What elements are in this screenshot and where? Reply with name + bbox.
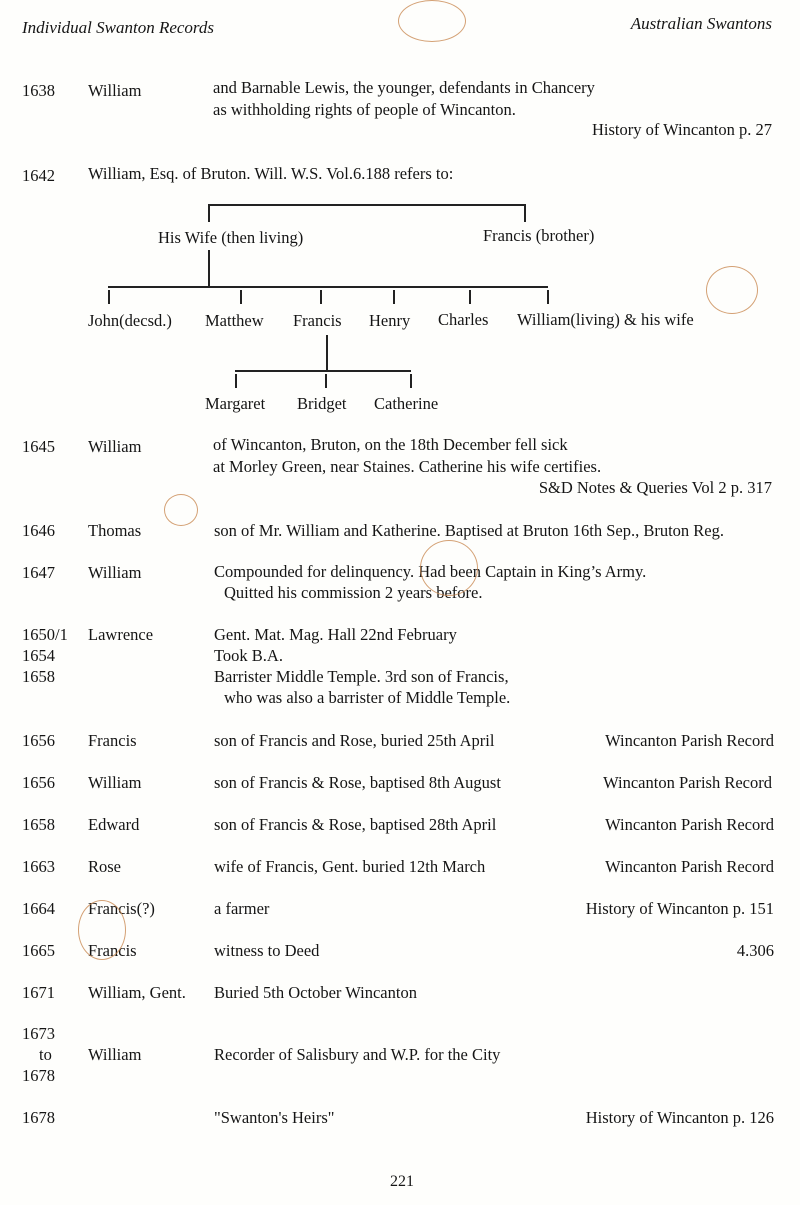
row-text: son of Francis & Rose, baptised 8th August — [214, 773, 501, 792]
stain-mark — [398, 0, 466, 42]
row-text: wife of Francis, Gent. buried 12th March — [214, 857, 486, 876]
tree-tick-1 — [108, 290, 110, 304]
tree-line-children — [108, 286, 548, 288]
stain-mark — [164, 494, 198, 526]
stain-mark — [706, 266, 758, 314]
year-1645: 1645 — [22, 437, 55, 456]
text-1650-line3: Barrister Middle Temple. 3rd son of Francis, — [214, 667, 509, 686]
tree-tick-g3 — [410, 374, 412, 388]
tree-child-2: Matthew — [205, 311, 264, 330]
row-name: Francis(?) — [88, 899, 155, 918]
text-1645-line2: at Morley Green, near Staines. Catherine his wife certifies. — [213, 457, 602, 476]
tree-tick-g2 — [325, 374, 327, 388]
tree-tick-5 — [469, 290, 471, 304]
row-text: son of Francis & Rose, baptised 28th April — [214, 815, 497, 834]
name-1673: William — [88, 1045, 142, 1064]
year-1638: 1638 — [22, 81, 55, 100]
name-1646: Thomas — [88, 521, 142, 540]
tree-line-wife-down — [208, 250, 210, 288]
row-source: History of Wincanton p. 151 — [585, 899, 774, 918]
name-1647: William — [88, 563, 142, 582]
row-source: Wincanton Parish Record — [605, 815, 774, 834]
row-source: 4.306 — [736, 941, 774, 960]
tree-child-3: Francis — [293, 311, 342, 330]
tree-tick-6 — [547, 290, 549, 304]
row-year: 1658 — [22, 815, 55, 834]
tree-child-5: Charles — [438, 310, 489, 329]
header-right: Australian Swantons — [630, 14, 772, 33]
row-name: Francis — [88, 941, 137, 960]
tree-tick-3 — [320, 290, 322, 304]
row-year: 1671 — [22, 983, 55, 1002]
year-1678-a: 1678 — [22, 1066, 55, 1085]
tree-grandchild-1: Margaret — [205, 394, 266, 413]
text-1647-line2: Quitted his commission 2 years before. — [224, 583, 483, 602]
row-year: 1656 — [22, 773, 55, 792]
tree-line-wife-drop — [208, 204, 210, 222]
row-source: Wincanton Parish Record — [605, 731, 774, 750]
year-1658-a: 1658 — [22, 667, 55, 686]
row-year: 1663 — [22, 857, 55, 876]
row-text: son of Francis and Rose, buried 25th April — [214, 731, 495, 750]
text-1650-line4: who was also a barrister of Middle Temple. — [224, 688, 511, 707]
tree-wife: His Wife (then living) — [158, 228, 304, 247]
text-1673: Recorder of Salisbury and W.P. for the City — [214, 1045, 501, 1064]
tree-line-brother-drop — [524, 204, 526, 222]
source-1645: S&D Notes & Queries Vol 2 p. 317 — [538, 478, 772, 497]
year-1647: 1647 — [22, 563, 55, 582]
row-year: 1665 — [22, 941, 55, 960]
tree-line-francis-down — [326, 335, 328, 371]
year-to: to — [39, 1045, 52, 1064]
tree-tick-g1 — [235, 374, 237, 388]
year-1654: 1654 — [22, 646, 55, 665]
tree-child-4: Henry — [369, 311, 411, 330]
tree-brother: Francis (brother) — [483, 226, 595, 245]
text-1645-line1: of Wincanton, Bruton, on the 18th December fell sick — [213, 435, 568, 454]
row-text: Buried 5th October Wincanton — [214, 983, 417, 1002]
text-1650-line1: Gent. Mat. Mag. Hall 22nd February — [214, 625, 457, 644]
year-1678: 1678 — [22, 1108, 55, 1127]
name-1645: William — [88, 437, 142, 456]
text-1638-line2: as withholding rights of people of Wincanton. — [213, 100, 516, 119]
year-1650: 1650/1 — [22, 625, 68, 644]
tree-child-1: John(decsd.) — [88, 311, 172, 330]
tree-tick-4 — [393, 290, 395, 304]
row-text: witness to Deed — [214, 941, 320, 960]
row-text: a farmer — [214, 899, 270, 918]
text-1678: "Swanton's Heirs" — [214, 1108, 335, 1127]
row-name: William, Gent. — [88, 983, 186, 1002]
name-1638: William — [88, 81, 142, 100]
source-1638: History of Wincanton p. 27 — [591, 120, 772, 139]
text-1642: William, Esq. of Bruton. Will. W.S. Vol.6.188 refers to: — [88, 164, 454, 183]
row-source: Wincanton Parish Record — [605, 857, 774, 876]
row-source: Wincanton Parish Record — [603, 773, 772, 792]
row-name: Francis — [88, 731, 137, 750]
row-year: 1656 — [22, 731, 55, 750]
text-1646: son of Mr. William and Katherine. Baptised at Bruton 16th Sep., Bruton Reg. — [214, 521, 725, 540]
year-1646: 1646 — [22, 521, 55, 540]
row-name: William — [88, 773, 142, 792]
tree-line-top — [208, 204, 525, 206]
stain-mark — [78, 900, 126, 960]
tree-line-grandchildren — [235, 370, 411, 372]
source-1678: History of Wincanton p. 126 — [585, 1108, 774, 1127]
row-name: Edward — [88, 815, 140, 834]
row-name: Rose — [88, 857, 121, 876]
tree-grandchild-2: Bridget — [297, 394, 347, 413]
stain-mark — [420, 540, 478, 596]
tree-child-6: William(living) & his wife — [517, 310, 694, 329]
page-number: 221 — [390, 1173, 414, 1190]
tree-tick-2 — [240, 290, 242, 304]
year-1642: 1642 — [22, 166, 55, 185]
tree-grandchild-3: Catherine — [374, 394, 439, 413]
row-year: 1664 — [22, 899, 55, 918]
header-left: Individual Swanton Records — [22, 18, 215, 37]
text-1650-line2: Took B.A. — [214, 646, 283, 665]
text-1638-line1: and Barnable Lewis, the younger, defendants in Chancery — [213, 78, 595, 97]
name-1650: Lawrence — [88, 625, 154, 644]
text-1647-line1: Compounded for delinquency. Had been Captain in King’s Army. — [214, 562, 647, 581]
year-1673: 1673 — [22, 1024, 55, 1043]
